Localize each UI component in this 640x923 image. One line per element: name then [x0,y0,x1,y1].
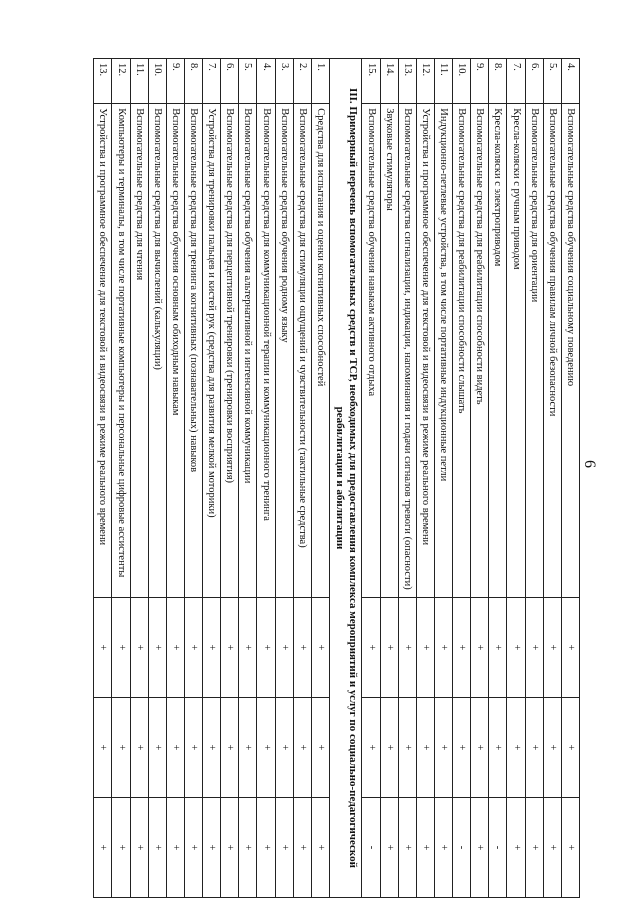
row-mark-2: + [94,697,112,797]
table-section-top [362,59,580,898]
row-mark-3: + [257,797,275,897]
row-number: 11. [130,59,148,104]
row-mark-3: + [94,797,112,897]
table-row [416,59,434,898]
row-mark-1: + [416,597,434,697]
row-mark-2: + [311,697,329,797]
row-mark-2: + [453,697,471,797]
section-row [330,59,363,898]
row-mark-2: + [239,697,257,797]
row-number: 10. [453,59,471,104]
table-row [471,59,489,898]
row-number: 9. [166,59,184,104]
row-mark-3: + [543,797,561,897]
row-number: 12. [416,59,434,104]
row-name: Вспомогательные средства для реабилитации способности видеть [471,104,489,598]
row-mark-3: + [239,797,257,897]
row-name: Вспомогательные средства для реабилитации способности слышать [453,104,471,598]
row-mark-1: + [130,597,148,697]
row-mark-1: + [453,597,471,697]
table-row [398,59,416,898]
row-number: 10. [148,59,166,104]
row-mark-1: + [489,597,507,697]
row-mark-3: + [185,797,203,897]
row-mark-3: + [416,797,434,897]
row-mark-2: + [148,697,166,797]
row-mark-3: + [507,797,525,897]
row-mark-3: + [148,797,166,897]
row-name: Устройства для тренировки пальцев и кистей рук (средства для развития мелкой моторики) [203,104,221,598]
document-page [50,58,580,898]
row-mark-1: + [221,597,239,697]
row-name: Вспомогательные средства обучения правилам личной безопасности [543,104,561,598]
row-mark-2: + [561,697,579,797]
row-number: 6. [221,59,239,104]
row-mark-2: + [293,697,311,797]
row-name: Вспомогательные средства обучения основным обиходным навыкам [166,104,184,598]
row-mark-1: + [362,597,380,697]
table-row [561,59,579,898]
row-mark-3: + [471,797,489,897]
row-mark-2: + [203,697,221,797]
row-mark-1: + [543,597,561,697]
row-mark-2: + [380,697,398,797]
row-mark-3: + [293,797,311,897]
row-number: 11. [435,59,453,104]
row-mark-3: + [435,797,453,897]
row-mark-3: + [275,797,293,897]
row-mark-2: + [166,697,184,797]
row-name: Вспомогательные средства для перцептивной тренировки (тренировки восприятия) [221,104,239,598]
row-mark-1: + [525,597,543,697]
row-number: 9. [471,59,489,104]
row-name: Средства для испытания и оценки когнитивных способностей [311,104,329,598]
row-name: Устройства и программное обеспечение для текстовой и видеосвязи в режиме реального времени [416,104,434,598]
row-mark-3: - [362,797,380,897]
row-name: Вспомогательные средства для чтения [130,104,148,598]
row-mark-2: + [275,697,293,797]
row-mark-1: + [380,597,398,697]
row-mark-2: + [543,697,561,797]
row-mark-1: + [94,597,112,697]
row-mark-2: + [507,697,525,797]
row-mark-3: + [398,797,416,897]
row-name: Вспомогательные средства для тренинга когнитивных (познавательных) навыков [185,104,203,598]
row-number: 4. [257,59,275,104]
table-row [257,59,275,898]
row-mark-2: + [362,697,380,797]
row-mark-1: + [471,597,489,697]
row-number: 13. [398,59,416,104]
row-mark-3: + [112,797,130,897]
row-name: Кресла-коляски с электроприводом [489,104,507,598]
row-mark-2: + [130,697,148,797]
row-number: 8. [185,59,203,104]
row-mark-3: + [166,797,184,897]
row-name: Устройства и программное обеспечение для текстовой и видеосвязи в режиме реального времени [94,104,112,598]
row-number: 4. [561,59,579,104]
table-section-bottom [94,59,330,898]
row-name: Кресла-коляски с ручным приводом [507,104,525,598]
row-mark-3: + [525,797,543,897]
row-mark-1: + [239,597,257,697]
row-number: 8. [489,59,507,104]
equipment-table [93,58,580,898]
row-name: Вспомогательные средства для вычислений (калькуляции) [148,104,166,598]
table-row [489,59,507,898]
table-row [435,59,453,898]
row-mark-1: + [507,597,525,697]
section-title: III. Примерный перечень вспомогательных средств и ТСР, необходимых для предоставления комплекса мероприятий и услуг по социально-педагогической реабилитации и абилитации [330,59,363,898]
row-mark-1: + [257,597,275,697]
row-number: 7. [507,59,525,104]
row-mark-2: + [398,697,416,797]
row-name: Вспомогательные средства обучения родному языку [275,104,293,598]
row-mark-1: + [166,597,184,697]
row-mark-2: + [221,697,239,797]
row-mark-1: + [112,597,130,697]
row-number: 14. [380,59,398,104]
row-number: 12. [112,59,130,104]
row-mark-2: + [416,697,434,797]
row-number: 5. [239,59,257,104]
row-mark-3: - [453,797,471,897]
row-name: Вспомогательные средства для ориентации [525,104,543,598]
row-mark-1: + [185,597,203,697]
row-name: Вспомогательные средства для стимуляции ощущений и чувствительности (тактильные средства) [293,104,311,598]
table-row [185,59,203,898]
page-number: 6 [581,460,598,468]
row-mark-1: + [435,597,453,697]
row-name: Вспомогательные средства сигнализации, индикации, напоминания и подачи сигналов тревоги (опасности) [398,104,416,598]
row-mark-2: + [435,697,453,797]
table-row [112,59,130,898]
table-row [507,59,525,898]
row-name: Индукционно-петлевые устройства, в том числе портативные индукционные петли [435,104,453,598]
table-row [293,59,311,898]
table-row [203,59,221,898]
table-row [275,59,293,898]
table-row [525,59,543,898]
row-mark-2: + [525,697,543,797]
row-mark-3: + [561,797,579,897]
row-mark-3: + [311,797,329,897]
table-row [239,59,257,898]
row-number: 5. [543,59,561,104]
row-number: 7. [203,59,221,104]
table-row [148,59,166,898]
row-mark-1: + [148,597,166,697]
row-number: 2. [293,59,311,104]
table-row [543,59,561,898]
table-row [311,59,329,898]
row-mark-2: + [112,697,130,797]
row-mark-1: + [203,597,221,697]
table-row [380,59,398,898]
row-mark-1: + [275,597,293,697]
row-mark-2: + [185,697,203,797]
row-mark-1: + [293,597,311,697]
table-row [221,59,239,898]
row-name: Вспомогательные средства обучения социальному поведению [561,104,579,598]
table-row [362,59,380,898]
row-mark-2: + [471,697,489,797]
table-row [130,59,148,898]
row-mark-3: + [130,797,148,897]
row-number: 6. [525,59,543,104]
row-mark-1: + [311,597,329,697]
row-name: Вспомогательные средства обучения навыкам активного отдыха [362,104,380,598]
row-name: Вспомогательные средства обучения альтернативной и интенсивной коммуникации [239,104,257,598]
row-mark-1: + [398,597,416,697]
table-row [166,59,184,898]
row-name: Вспомогательные средства для коммуникационной терапии и коммуникационного тренинга [257,104,275,598]
row-number: 1. [311,59,329,104]
row-number: 13. [94,59,112,104]
table-row [94,59,112,898]
row-number: 3. [275,59,293,104]
row-name: Звуковые стимуляторы [380,104,398,598]
row-name: Компьютеры и терминалы, в том числе портативные компьютеры и персональные цифровые ассистенты [112,104,130,598]
row-mark-2: + [257,697,275,797]
row-mark-1: + [561,597,579,697]
row-mark-3: + [203,797,221,897]
row-mark-3: - [489,797,507,897]
table-row [453,59,471,898]
row-mark-2: + [489,697,507,797]
row-number: 15. [362,59,380,104]
row-mark-3: + [380,797,398,897]
row-mark-3: + [221,797,239,897]
